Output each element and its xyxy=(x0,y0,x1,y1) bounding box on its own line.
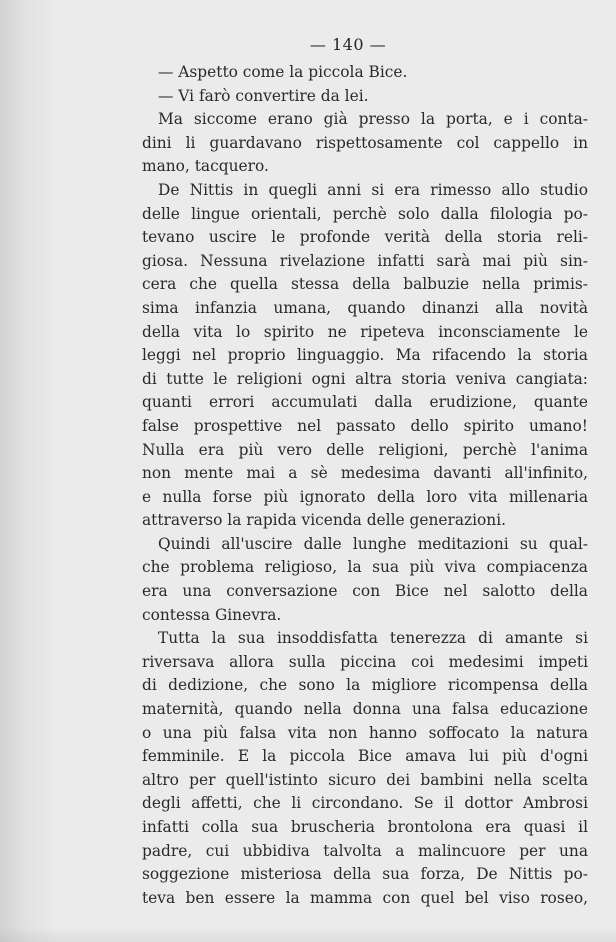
text-line: della vita lo spirito ne ripeteva inconsciamente le xyxy=(142,322,588,341)
text-line: era una conversazione con Bice nel salotto della xyxy=(142,582,588,601)
text-line: contessa Ginevra. xyxy=(142,605,282,624)
text-line: che problema religioso, la sua più viva compiacenza xyxy=(142,558,588,577)
text-line: altro per quell'istinto sicuro dei bambini nella scelta xyxy=(142,770,588,789)
text-line: teva ben essere la mamma con quel bel viso roseo, xyxy=(142,888,588,907)
text-line: — Vi farò convertire da lei. xyxy=(158,86,369,105)
text-line: maternità, quando nella donna una falsa educazione xyxy=(142,700,588,719)
text-line: mano, tacquero. xyxy=(142,157,269,176)
text-line: femminile. E la piccola Bice amava lui più d'ogni xyxy=(142,747,588,766)
text-line: di tutte le religioni ogni altra storia veniva cangiata: xyxy=(142,369,588,388)
text-line: infatti colla sua bruscheria brontolona era quasi il xyxy=(142,818,588,836)
text-line: o una più falsa vita non hanno soffocato la natura xyxy=(142,723,588,742)
text-line: leggi nel proprio linguaggio. Ma rifacendo la storia xyxy=(142,346,588,365)
text-line: padre, cui ubbidiva talvolta a malincuore per una xyxy=(142,841,588,860)
text-line: quanti errori accumulati dalla erudizione, quante xyxy=(142,393,588,412)
text-line: Quindi all'uscire dalle lunghe meditazioni su qual- xyxy=(158,534,588,553)
text-line: soggezione misteriosa della sua forza, De Nittis po- xyxy=(142,865,588,884)
text-line: Ma siccome erano già presso la porta, e i conta- xyxy=(158,110,588,129)
text-line: Nulla era più vero delle religioni, perchè l'anima xyxy=(142,440,588,459)
text-line: tevano uscire le profonde verità della storia reli- xyxy=(142,228,588,247)
text-line: degli affetti, che li circondano. Se il dottor Ambrosi xyxy=(142,794,588,813)
page-number: — 140 — xyxy=(309,35,387,54)
text-line: giosa. Nessuna rivelazione infatti sarà mai più sin- xyxy=(142,251,588,270)
text-line: attraverso la rapida vicenda delle generazioni. xyxy=(142,511,507,530)
text-line: riversava allora sulla piccina coi medesimi impeti xyxy=(142,652,588,671)
text-line: delle lingue orientali, perchè solo dalla filologia po- xyxy=(142,204,588,223)
text-line: Tutta la sua insoddisfatta tenerezza di amante si xyxy=(158,629,588,648)
text-line: sima infanzia umana, quando dinanzi alla novità xyxy=(142,298,588,317)
text-line: dini li guardavano rispettosamente col cappello in xyxy=(142,133,588,152)
text-line: non mente mai a sè medesima davanti all'infinito, xyxy=(142,464,588,483)
text-line: di dedizione, che sono la migliore ricompensa della xyxy=(142,676,588,695)
body-text xyxy=(142,61,588,910)
text-line: false prospettive nel passato dello spirito umano! xyxy=(142,416,588,435)
text-line: — Aspetto come la piccola Bice. xyxy=(158,63,408,81)
text-line: De Nittis in quegli anni si era rimesso allo studio xyxy=(158,180,588,199)
page-bottom-edge xyxy=(0,926,616,942)
text-line: e nulla forse più ignorato della loro vita millenaria xyxy=(142,487,588,506)
text-line: cera che quella stessa della balbuzie nella primis- xyxy=(142,275,588,294)
